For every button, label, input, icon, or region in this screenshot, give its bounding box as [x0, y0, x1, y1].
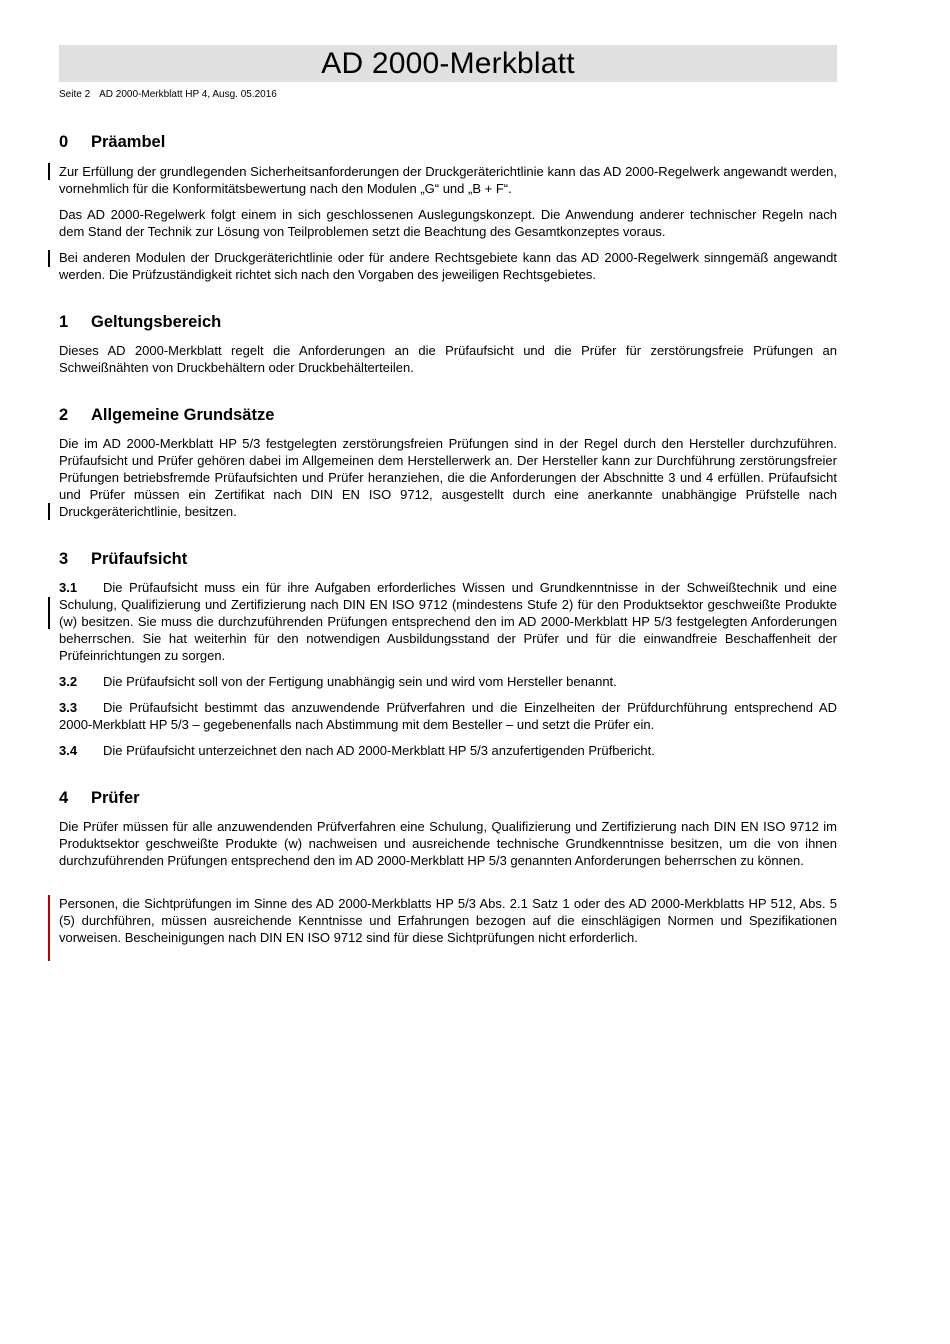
subsection-paragraph	[59, 742, 837, 759]
paragraph: Bei anderen Modulen der Druckgeräterichtlinie oder für andere Rechtsgebiete kann das AD 2000-Regelwerk sinngemäß angewandt werden. Die Prüfzuständigkeit richtet sich nach den Vorgaben des jeweiligen Rechtsgebietes.	[59, 250, 837, 282]
section-number: 4	[59, 789, 69, 807]
section-number: 1	[59, 313, 69, 331]
section-number: 0	[59, 133, 69, 151]
section-number: 3	[59, 550, 69, 568]
paragraph: Dieses AD 2000-Merkblatt regelt die Anforderungen an die Prüfaufsicht und die Prüfer für zerstörungsfreie Prüfungen an Schweißnähten von Druckbehältern oder Druckbehälterteilen.	[59, 343, 837, 375]
document-title: AD 2000-Merkblatt	[321, 47, 575, 80]
change-bar	[48, 503, 50, 520]
section-title: Geltungsbereich	[91, 313, 222, 331]
section-title: Prüfer	[91, 789, 140, 807]
section-title: Allgemeine Grundsätze	[91, 406, 275, 424]
subsection-text: Die Prüfaufsicht unterzeichnet den nach AD 2000-Merkblatt HP 5/3 anzufertigenden Prüfbericht.	[103, 743, 655, 758]
paragraph: Das AD 2000-Regelwerk folgt einem in sich geschlossenen Auslegungskonzept. Die Anwendung anderer technischer Regeln nach dem Stand der Technik zur Lösung von Teilproblemen setzt die Beachtung des Gesamtkonzeptes voraus.	[59, 207, 837, 239]
section-heading	[59, 788, 140, 808]
section-heading	[59, 312, 221, 332]
section-number: 2	[59, 406, 69, 424]
change-bar	[48, 163, 50, 180]
subsection-text: Die Prüfaufsicht soll von der Fertigung unabhängig sein und wird vom Hersteller benannt.	[103, 674, 617, 689]
paragraph: Personen, die Sichtprüfungen im Sinne des AD 2000-Merkblatts HP 5/3 Abs. 2.1 Satz 1 oder des AD 2000-Merkblatts HP 512, Abs. 5 (5) durchführen, müssen ausreichende Kenntnisse und Erfahrungen bezogen auf die einschlägigen Normen und Spezifikationen vorweisen. Bescheinigungen nach DIN EN ISO 9712 sind für diese Sichtprüfungen nicht erforderlich.	[59, 896, 837, 945]
subsection-paragraph	[59, 699, 837, 733]
change-bar	[48, 250, 50, 267]
paragraph: Die Prüfer müssen für alle anzuwendenden Prüfverfahren eine Schulung, Qualifizierung und Zertifizierung nach DIN EN ISO 9712 im Produktsektor geschweißte Produkte (w) nachweisen und ausreichende technische Grundkenntnisse besitzen, um die von ihnen durchzuführenden Prüfungen entsprechend den im AD 2000-Merkblatt HP 5/3 genannten Anforderungen beherrschen zu können.	[59, 819, 837, 868]
change-bar	[48, 597, 50, 629]
subsection-number: 3.2	[59, 674, 78, 689]
section-title: Prüfaufsicht	[91, 550, 188, 568]
page-label: Seite 2	[59, 89, 91, 100]
subsection-number: 3.1	[59, 580, 78, 595]
section-title: Präambel	[91, 133, 166, 151]
document-reference: AD 2000-Merkblatt HP 4, Ausg. 05.2016	[99, 89, 277, 100]
title-banner	[59, 45, 837, 82]
paragraph: Zur Erfüllung der grundlegenden Sicherheitsanforderungen der Druckgeräterichtlinie kann das AD 2000-Regelwerk angewandt werden, vornehmlich für die Konformitätsbewertung nach den Modulen „G“ und „B + F“.	[59, 164, 837, 196]
section-heading	[59, 132, 165, 152]
subsection-paragraph	[59, 673, 837, 690]
subsection-number: 3.3	[59, 700, 78, 715]
subsection-text: Die Prüfaufsicht bestimmt das anzuwendende Prüfverfahren und die Einzelheiten der Prüfdurchführung entsprechend AD 2000-Merkblatt HP 5/3 – gegebenenfalls nach Abstimmung mit dem Besteller – und setzt die Prüfer ein.	[59, 700, 837, 732]
section-heading	[59, 405, 274, 425]
paragraph: Die im AD 2000-Merkblatt HP 5/3 festgelegten zerstörungsfreien Prüfungen sind in der Regel durch den Hersteller durchzuführen. Prüfaufsicht und Prüfer gehören dabei im Allgemeinen dem Herstellerwerk an. Der Hersteller kann zur Durchführung zerstörungsfreier Prüfungen betriebsfremde Prüfaufsichten und Prüfer heranziehen, die die Anforderungen der Abschnitte 3 und 4 erfüllen. Prüfaufsicht und Prüfer müssen ein Zertifikat nach DIN EN ISO 9712, ausgestellt durch eine anerkannte unabhängige Prüfstelle nach Druckgeräterichtlinie, besitzen.	[59, 436, 837, 519]
running-header	[59, 89, 277, 101]
subsection-text: Die Prüfaufsicht muss ein für ihre Aufgaben erforderliches Wissen und Grundkenntnisse in der Schweißtechnik und eine Schulung, Qualifizierung und Zertifizierung nach DIN EN ISO 9712 (mindestens Stufe 2) für den Produktsektor geschweißte Produkte (w) besitzen. Sie muss die durchzuführenden Prüfungen entsprechend den im AD 2000-Merkblatt HP 5/3 festgelegten Anforderungen beherrschen. Sie hat weiterhin für den notwendigen Ausbildungsstand der Prüfer und für die einwandfreie Beschaffenheit der Prüfeinrichtungen zu sorgen.	[59, 580, 837, 663]
change-bar	[48, 895, 50, 961]
section-heading	[59, 549, 187, 569]
subsection-number: 3.4	[59, 743, 78, 758]
subsection-paragraph	[59, 579, 837, 664]
